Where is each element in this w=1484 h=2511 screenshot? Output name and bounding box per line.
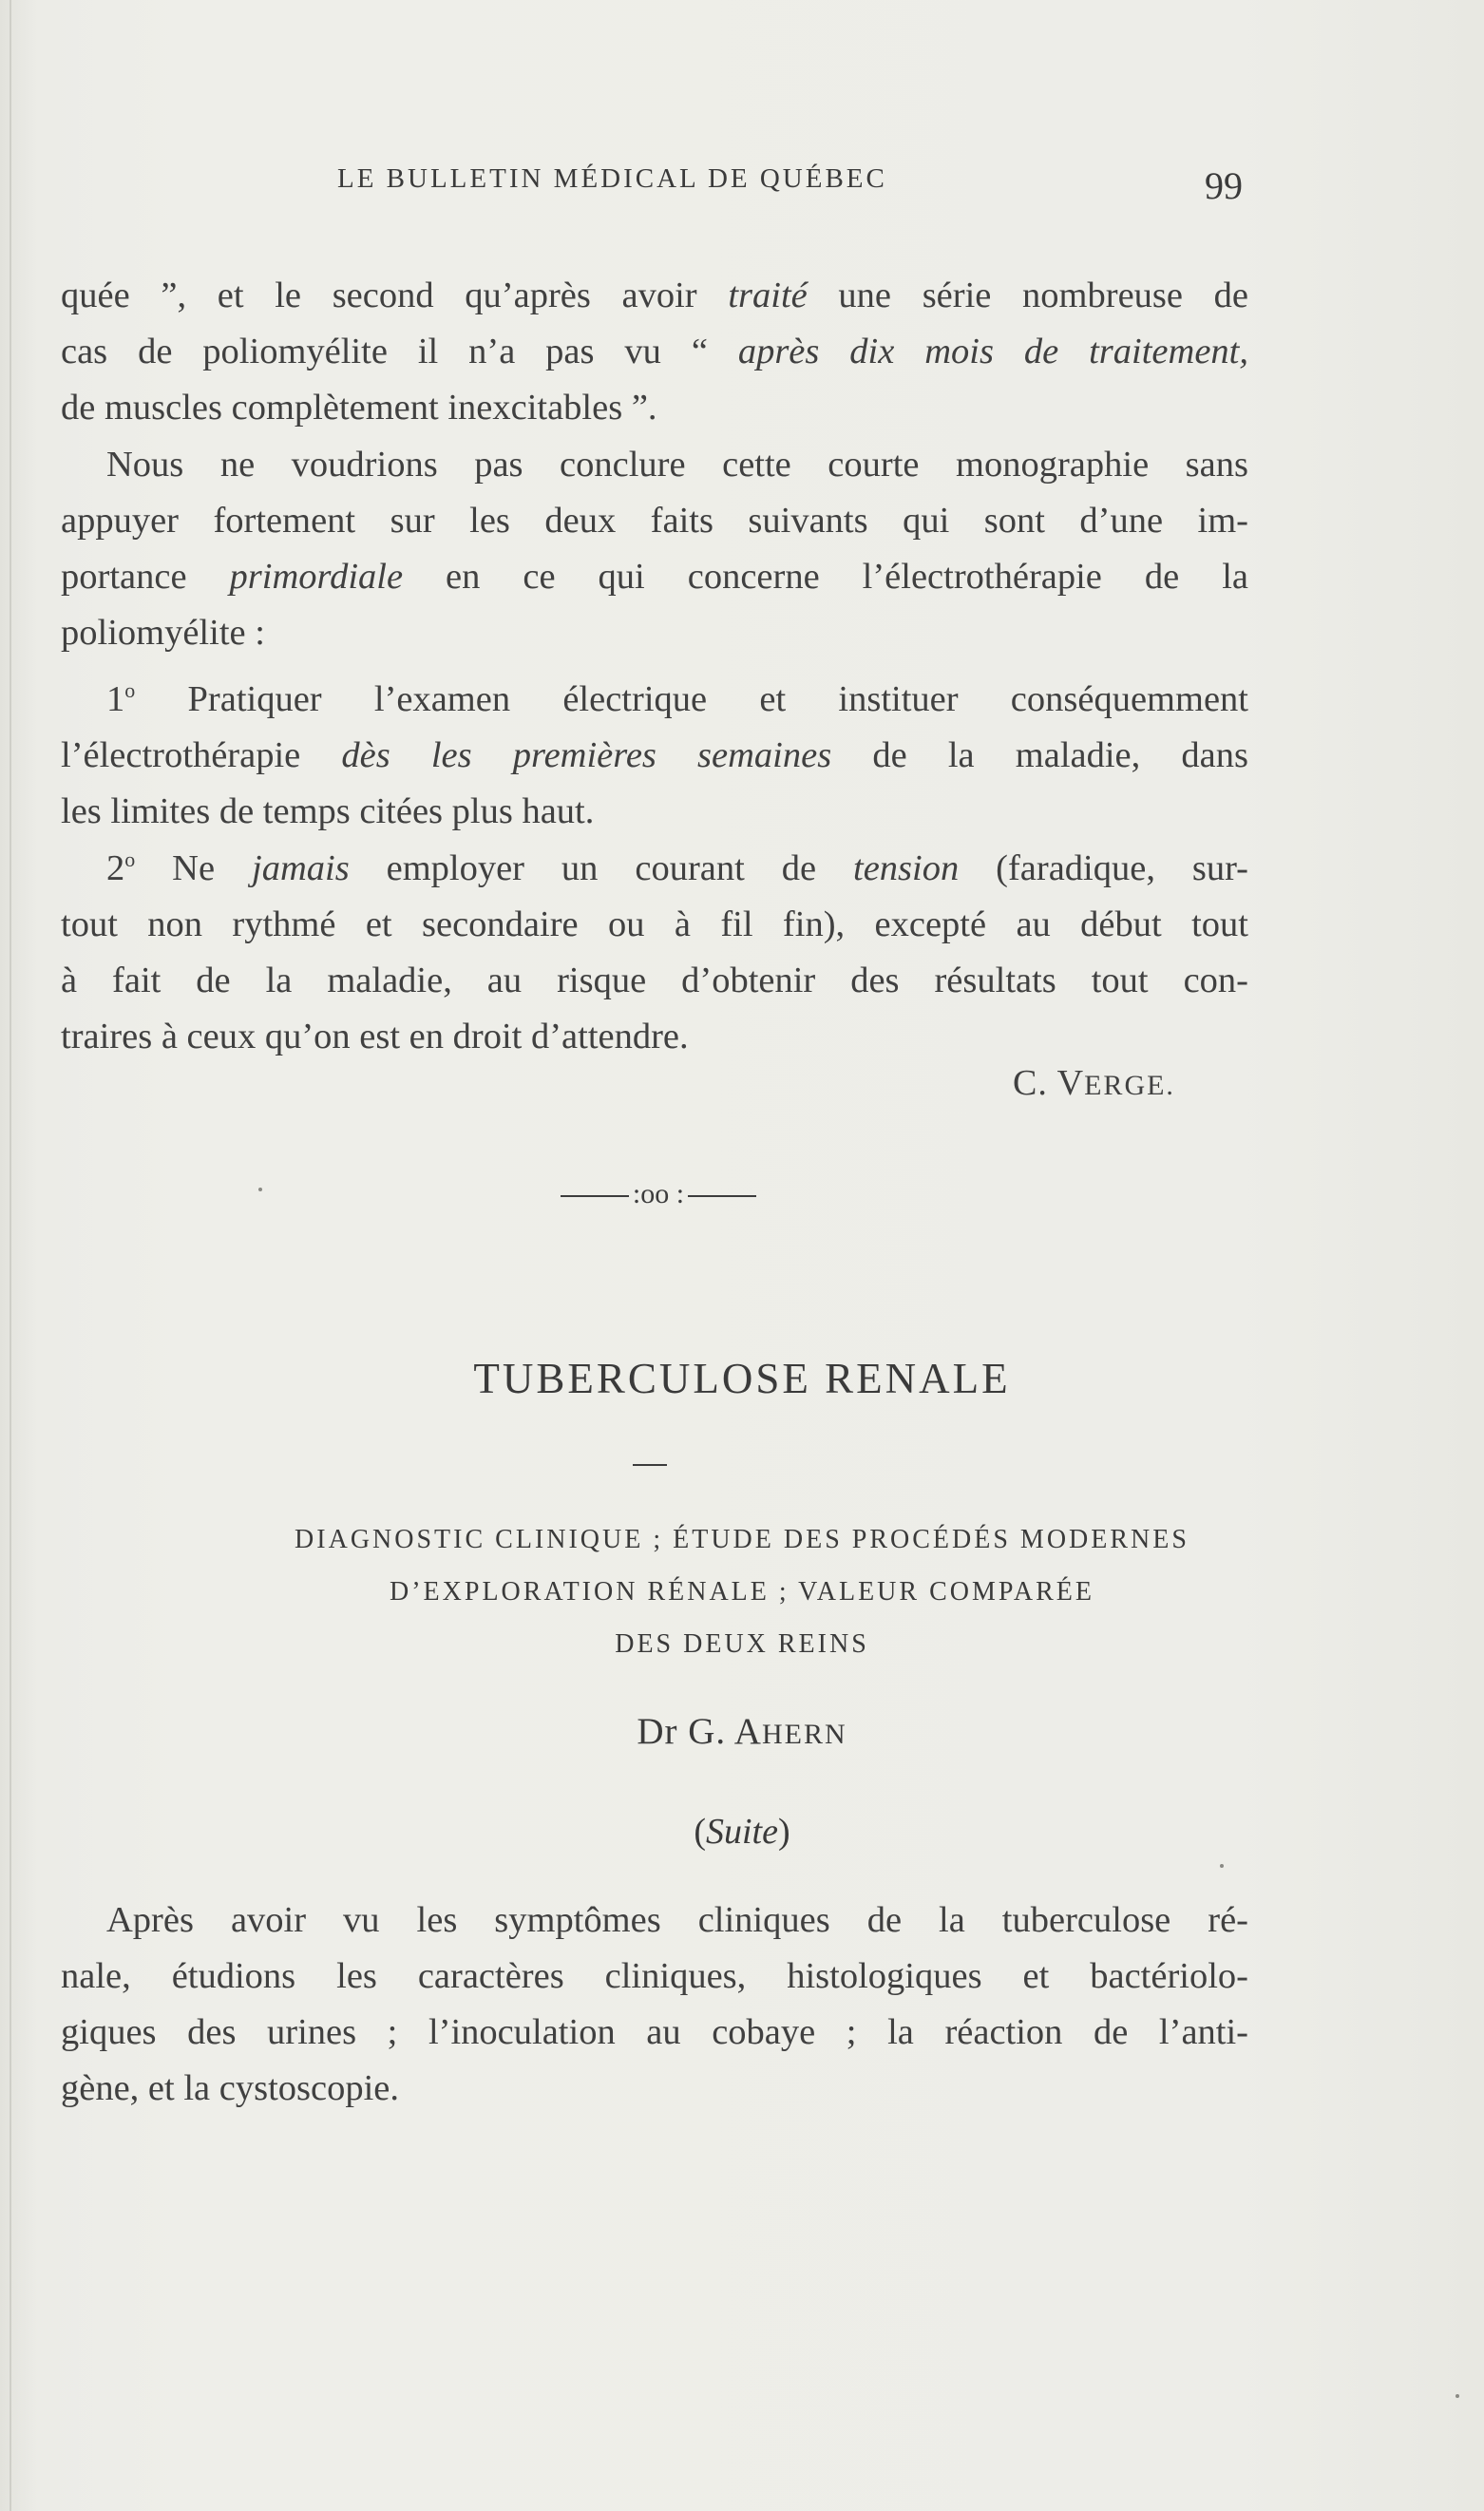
article-subtitle-line: DIAGNOSTIC CLINIQUE ; ÉTUDE DES PROCÉDÉS MODERNES — [295, 1525, 1189, 1554]
text-line: Nous ne voudrions pas conclure cette courte monographie sans — [106, 445, 1248, 485]
text-line: 1$^o$ Pratiquer l’examen électrique et instituer conséquemment — [106, 678, 1248, 719]
signature: C. VERGE. — [1013, 1063, 1175, 1103]
text-line: tout non rythmé et secondaire ou à fil fin), excepté au début tout — [61, 904, 1248, 944]
separator-rule — [688, 1195, 756, 1197]
text-line: l’électrothérapie dès les premières semaines de la maladie, dans — [61, 734, 1248, 775]
text-line: de muscles complètement inexcitables ”. — [61, 388, 657, 428]
text-line: les limites de temps citées plus haut. — [61, 790, 595, 831]
text-line: nale, étudions les caractères cliniques, histologiques et bactériolo- — [61, 1956, 1248, 1996]
article-subtitle-line: DES DEUX REINS — [615, 1629, 869, 1659]
paragraph-1 — [61, 268, 1248, 436]
text-line: poliomyélite : — [61, 613, 265, 653]
text-line: giques des urines ; l’inoculation au cobaye ; la réaction de l’anti- — [61, 2012, 1248, 2052]
section-separator: :oo : — [544, 1178, 772, 1210]
article-subtitle-line: D’EXPLORATION RÉNALE ; VALEUR COMPARÉE — [390, 1577, 1094, 1607]
text-line: Après avoir vu les symptômes cliniques de la tuberculose ré- — [106, 1900, 1248, 1940]
text-line: cas de poliomyélite il n’a pas vu “ après dix mois de traitement, — [61, 332, 1248, 371]
paper-speck — [258, 1188, 262, 1191]
title-rule — [633, 1464, 667, 1466]
separator-rule — [561, 1195, 629, 1197]
paper-speck — [1455, 2394, 1459, 2398]
text-line: quée ”, et le second qu’après avoir traité une série nombreuse de — [61, 276, 1248, 315]
page-edge — [10, 0, 11, 2511]
paper-speck — [1220, 1864, 1224, 1868]
page-number: 99 — [1205, 164, 1243, 207]
article-title: TUBERCULOSE RENALE — [473, 1355, 1011, 1402]
text-line: appuyer fortement sur les deux faits suivants qui sont d’une im- — [61, 501, 1248, 541]
running-head: LE BULLETIN MÉDICAL DE QUÉBEC — [337, 163, 887, 194]
paragraph-5 — [61, 1893, 1248, 2117]
text-line: portance primordiale en ce qui concerne l’électrothérapie de la — [61, 557, 1248, 597]
paragraph-4 — [61, 831, 1248, 1065]
text-line: gène, et la cystoscopie. — [61, 2068, 399, 2108]
continuation-note: (Suite) — [694, 1812, 790, 1852]
text-line: à fait de la maladie, au risque d’obtenir des résultats tout con- — [61, 960, 1248, 1000]
text-line: traires à ceux qu’on est en droit d’attendre. — [61, 1016, 689, 1056]
text-line: 2$^o$ Ne jamais employer un courant de tension (faradique, sur- — [106, 847, 1248, 888]
paragraph-3 — [61, 662, 1248, 840]
paragraph-2 — [61, 437, 1248, 661]
article-author: Dr G. AHERN — [637, 1711, 847, 1752]
